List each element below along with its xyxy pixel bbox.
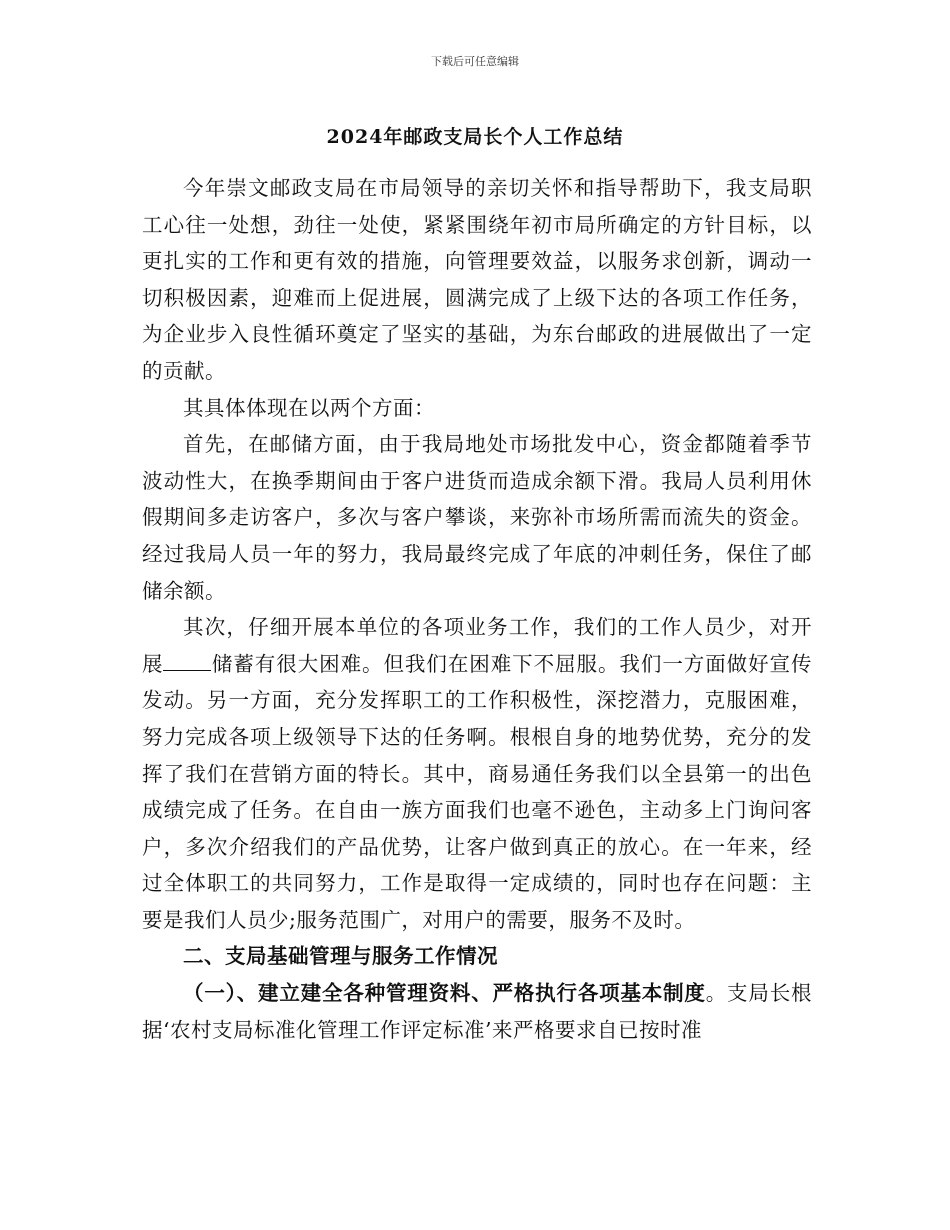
paragraph-management-records-text: 。支局长根据‘农村支局标准化管理工作评定标准’来严格要求自已按时准 (142, 981, 813, 1042)
header-note: 下载后可任意编辑 (431, 55, 519, 68)
paragraph-business-work-end: 储蓄有很大困难。但我们在困难下不屈服。我们一方面做好宣传发动。另一方面，充分发挥职工的工作积极性，深挖潜力，克服困难，努力完成各项上级领导下达的任务啊。根根自身的地势优势，充分的发挥了我们在营销方面的特长。其中，商易通任务我们以全县第一的出色成绩完成了任务。在自由一族方面我们也毫不逊色，主动多上门询问客户，多次介绍我们的产品优势，让客户做到真正的放心。在一年来，经过全体职工的共同努力，工作是取得一定成绩的，同时也存在问题：主要是我们人员少;服务范围广，对用户的需要，服务不及时。 (142, 651, 813, 932)
document-title: 2024年邮政支局长个人工作总结 (326, 126, 624, 148)
subsection-heading-1: （一）、建立建全各种管理资料、严格执行各项基本制度 (183, 981, 706, 1006)
document-body (142, 170, 812, 1048)
section-heading-2: 二、支局基础管理与服务工作情况 (183, 944, 498, 969)
paragraph-two-aspects: 其具体体现在以两个方面： (183, 395, 435, 420)
paragraph-business-work (142, 609, 812, 938)
paragraph-business-work-start: 其次，仔细开展本单位的各项业务工作，我们的工作人员少，对开展 (142, 615, 812, 676)
blank-underline (163, 652, 211, 671)
paragraph-intro: 今年崇文邮政支局在市局领导的亲切关怀和指导帮助下，我支局职工心往一处想，劲往一处使，紧紧围绕年初市局所确定的方针目标，以更扎实的工作和更有效的措施，向管理要效益，以服务求创新，调动一切积极因素，迎难而上促进展，圆满完成了上级下达的各项工作任务，为企业步入良性循环奠定了坚实的基础，为东台邮政的进展做出了一定的贡献。 (142, 176, 812, 383)
paragraph-management-records (142, 975, 812, 1048)
paragraph-postal-savings: 首先，在邮储方面，由于我局地处市场批发中心，资金都随着季节波动性大，在换季期间由于客户进货而造成余额下滑。我局人员利用休假期间多走访客户，多次与客户攀谈，来弥补市场所需而流失的资金。经过我局人员一年的努力，我局最终完成了年底的冲刺任务，保住了邮储余额。 (142, 432, 812, 603)
